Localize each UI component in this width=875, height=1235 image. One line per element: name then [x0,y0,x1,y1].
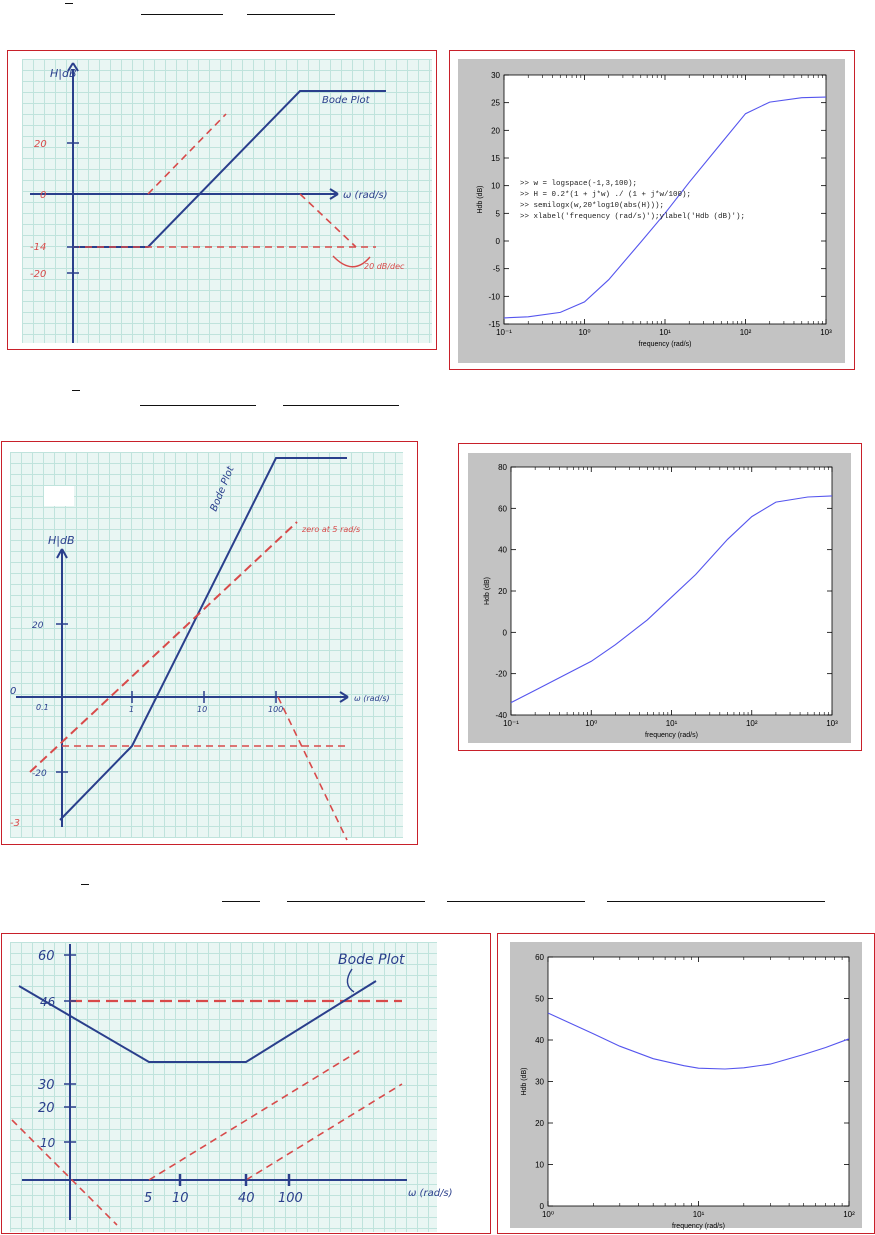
y-tick-label: 10 [535,1160,544,1170]
x-tick-label: 10⁻¹ [496,328,512,337]
x-tick-label: 10² [843,1210,855,1219]
sketch2-ylabel: H|dB [48,534,75,547]
sketch3-xtick: 5 [144,1191,153,1206]
y-tick-label: 5 [495,209,500,219]
y-tick-label: -40 [495,711,507,720]
header-underline [247,14,335,15]
x-tick-label: 10² [745,719,758,728]
sketch3-ytick: 10 [40,1136,56,1150]
header-underline [72,390,80,391]
sketch2-xtick: 0.1 [36,703,49,712]
y-tick-label: 0 [539,1202,544,1211]
sketch3-ytick: 46 [40,995,56,1009]
sketch2-xtick: 1 [129,705,135,714]
sketch1-slope-label: 20 dB/dec [364,262,405,271]
sketch1-ylabel: H|dB [50,67,77,80]
y-axis-label: Hdb (dB) [484,576,491,606]
plot-area [548,957,849,1206]
header-underline [607,901,825,902]
y-axis-label: Hdb (dB) [477,185,484,214]
x-tick-label: 10¹ [665,719,678,728]
sketch2-ytick: -20 [32,769,47,779]
sketch1-xlabel: ω (rad/s) [343,190,388,201]
sketch3-xtick: 40 [238,1191,255,1206]
y-tick-label: 30 [491,71,500,80]
y-tick-label: 30 [535,1077,544,1087]
y-tick-label: 20 [491,126,500,136]
header-underline [81,884,89,885]
code-line: >> xlabel('frequency (rad/s)');ylabel('Hdb (dB)'); [520,213,746,221]
header-underline [287,901,425,902]
y-tick-label: -5 [492,264,500,274]
y-tick-label: 60 [498,504,507,514]
sketch1-bode-label: Bode Plot [322,95,370,106]
sketch1-ytick: 0 [40,190,47,201]
header-underline [222,901,260,902]
y-tick-label: 25 [491,98,500,108]
sketch3-ytick: 20 [38,1101,55,1116]
sketch3-ytick: 30 [38,1078,55,1093]
y-tick-label: -15 [488,320,500,329]
sketch3-bode-label: Bode Plot [338,952,405,968]
y-tick-label: 40 [498,545,507,555]
code-line: >> w = logspace(-1,3,100); [520,180,638,188]
sketch2-xtick: 100 [268,705,284,714]
sketch3-xlabel: ω (rad/s) [408,1188,453,1199]
y-tick-label: 50 [535,994,544,1004]
y-tick-label: 15 [491,154,500,163]
x-tick-label: 10² [739,328,752,337]
sketch3-xtick: 10 [172,1191,189,1206]
sketch1-ytick: -20 [30,269,47,280]
x-tick-label: 10⁻¹ [503,719,519,728]
code-line: >> H = 0.2*(1 + j*w) ./ (1 + j*w/100); [520,191,692,199]
sketch2-ytick: 0 [10,686,17,697]
header-underline [140,405,256,406]
x-tick-label: 10⁰ [578,328,591,337]
x-tick-label: 10³ [820,328,832,337]
hand-sketch-2 [2,442,419,846]
sketch2-ytick: 20 [32,621,44,631]
x-tick-label: 10¹ [692,1210,705,1219]
y-tick-label: 60 [535,953,544,962]
x-axis-label: frequency (rad/s) [672,1223,725,1230]
sketch-frame-2 [1,441,418,845]
sketch2-xtick: 10 [197,705,208,714]
header-underline [283,405,399,406]
sketch1-ytick: 20 [34,139,47,150]
x-axis-label: frequency (rad/s) [638,341,692,348]
x-tick-label: 10⁰ [541,1210,555,1219]
sketch3-xtick: 100 [278,1191,303,1206]
matlab-frame-3 [497,933,875,1234]
sketch1-ytick: -14 [30,242,47,253]
header-underline [65,3,73,4]
sketch3-ytick: 60 [38,949,55,964]
matlab-frame-2 [458,443,862,751]
y-axis-label: Hdb (dB) [521,1067,528,1096]
code-overlay [520,179,745,223]
code-line: >> semilogx(w,20*log10(abs(H))); [520,202,665,210]
x-tick-label: 10⁰ [585,719,598,728]
hand-sketch-3 [2,934,492,1235]
header-underline [447,901,585,902]
y-tick-label: -20 [495,669,507,679]
sketch-frame-3 [1,933,491,1234]
y-tick-label: 80 [498,463,507,472]
sketch-frame-1 [7,50,437,350]
y-tick-label: 10 [491,181,500,191]
x-tick-label: 10³ [826,719,838,728]
y-tick-label: -10 [488,292,500,302]
x-axis-label: frequency (rad/s) [645,732,698,739]
x-tick-label: 10¹ [659,328,671,337]
sketch2-ytick: -3 [10,818,20,829]
chart-2 [459,444,863,752]
hand-sketch-1 [8,51,438,351]
y-tick-label: 20 [535,1119,544,1128]
sketch2-xlabel: ω (rad/s) [354,694,390,703]
chart-3 [498,934,875,1235]
y-tick-label: 0 [495,237,500,246]
sketch2-zero-label: zero at 5 rad/s [302,525,361,534]
y-tick-label: 20 [498,587,507,596]
y-tick-label: 0 [502,628,507,638]
matlab-frame-1 [449,50,855,370]
sketch2-bode-label: Bode Plot [208,464,237,514]
y-tick-label: 40 [535,1036,544,1045]
header-underline [141,14,223,15]
